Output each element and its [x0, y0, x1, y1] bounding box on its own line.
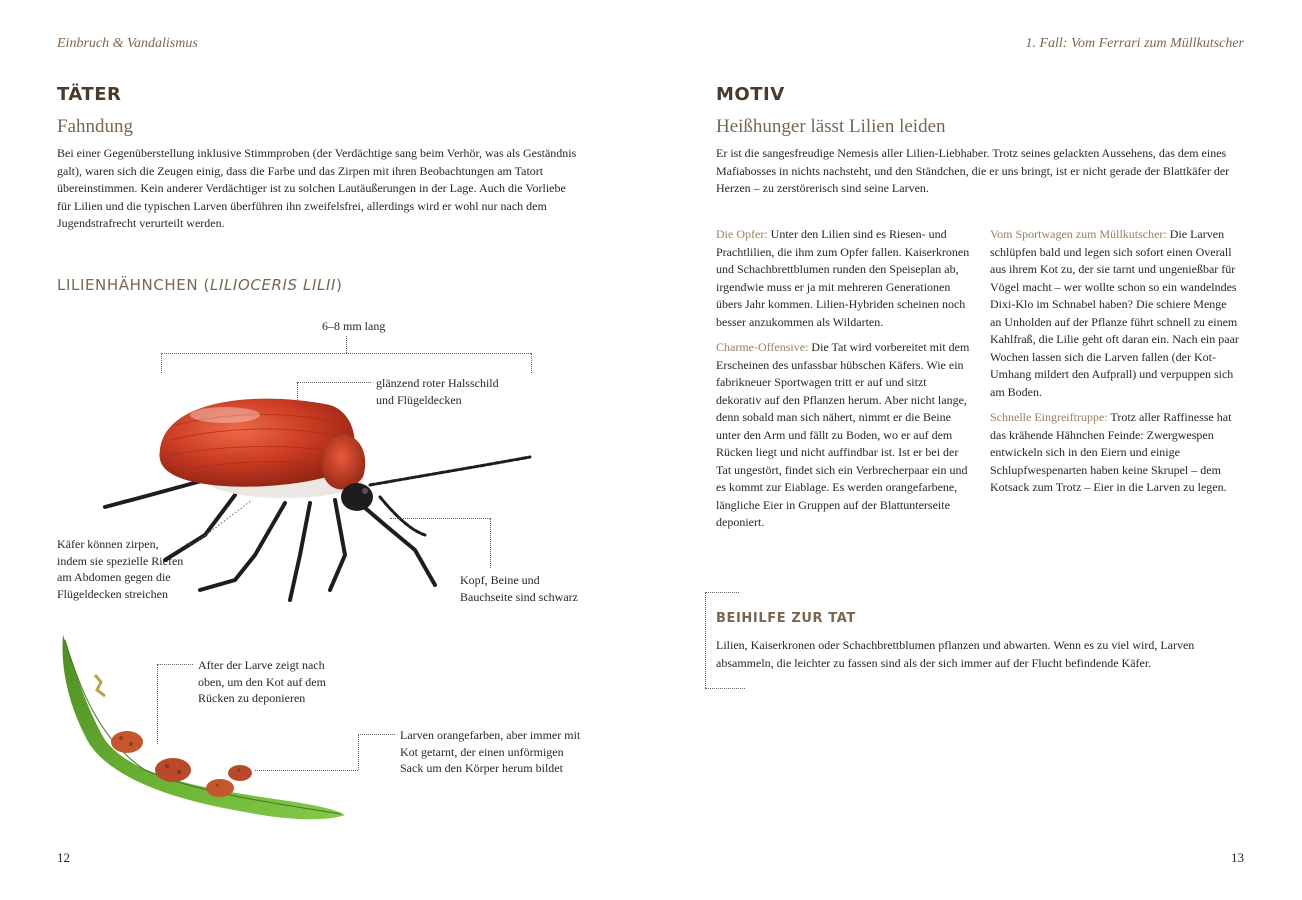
size-bracket-right — [531, 353, 532, 373]
paragraph-sportwagen — [990, 226, 1240, 401]
leader-kopf-v — [490, 518, 491, 568]
species-latin-name: LILIOCERIS LILII — [209, 276, 337, 294]
leader-larven-top — [358, 734, 395, 735]
beihilfe-bracket-side — [705, 592, 706, 688]
text-charme: Die Tat wird vorbereitet mit dem Erscheinen des unfassbar hübschen Käfers. Wie ein fabrikneuer Sportwagen tritt er auf und sitzt dekorativ auf den Pflanzen herum. Aber nicht lange, denn sobald man sich nähert, nimmt er die Beine unter den Arm und fällt zu Boden, wo er auf dem Rücken liegt und nicht auffindbar ist. Ist er bei der Tat ungestört, findet sich ein Verbrecherpaar ein und es kommt zur Eiablage. Es werden orangefarbene, längliche Eier in Gruppen auf der Blattunterseite deponiert. — [716, 340, 970, 529]
species-title-text: LILIENHÄHNCHEN ( — [57, 276, 210, 294]
leader-kopf-h — [390, 518, 490, 519]
species-title — [57, 276, 342, 294]
leader-after-h — [157, 664, 193, 665]
keyword-sportwagen: Vom Sportwagen zum Müllkutscher: — [990, 227, 1167, 241]
running-head-right: 1. Fall: Vom Ferrari zum Müllkutscher — [1025, 36, 1244, 51]
keyword-opfer: Die Opfer: — [716, 227, 768, 241]
paragraph-charme — [716, 339, 971, 532]
species-title-close: ) — [336, 276, 343, 294]
text-eingreiftruppe: Trotz aller Raffinesse hat das krähende Hähnchen Feinde: Zwergwespen entwickeln sich in den Eiern und einige Schlupfwespenarten haben keine Skrupel – dem Kotsack zum Trotz – Eier in die Larven zu legen. — [990, 410, 1232, 494]
label-after: After der Larve zeigt nach oben, um den Kot auf dem Rücken zu deponieren — [198, 658, 326, 705]
size-label: 6–8 mm lang — [322, 319, 386, 333]
beihilfe-text: Lilien, Kaiserkronen oder Schachbrettblumen pflanzen und abwarten. Wenn es zu viel wird, Larven absammeln, die leichter zu fassen sind als der sich immer auf der Flucht befindende Käfer. — [716, 638, 1195, 670]
subheading-fahndung: Fahndung — [57, 116, 133, 137]
keyword-eingreiftruppe: Schnelle Eingreiftruppe: — [990, 410, 1108, 424]
heading-motiv: MOTIV — [716, 84, 785, 105]
leader-larven-bottom — [255, 770, 358, 771]
label-halsschild: glänzend roter Halsschild und Flügeldecken — [376, 376, 499, 407]
leader-larven-v — [358, 734, 359, 770]
size-bracket-stem — [346, 336, 347, 353]
label-zirpen: Käfer können zirpen, indem sie spezielle Riefen am Abdomen gegen die Flügeldecken streichen — [57, 537, 184, 601]
running-head-left: Einbruch & Vandalismus — [57, 36, 198, 51]
leader-halsschild-h — [297, 382, 371, 383]
beihilfe-bracket-bottom — [705, 688, 745, 689]
page-number-left: 12 — [57, 850, 70, 865]
text-column-2 — [990, 226, 1240, 505]
leader-after-v — [157, 664, 158, 744]
label-larven: Larven orangefarben, aber immer mit Kot getarnt, der einen unförmigen Sack um den Körper herum bildet — [400, 728, 581, 775]
size-bracket-left — [161, 353, 162, 373]
beihilfe-title: BEIHILFE ZUR TAT — [716, 611, 856, 626]
leader-zirpen — [186, 498, 256, 548]
heading-taeter: TÄTER — [57, 84, 122, 105]
label-kopf: Kopf, Beine und Bauchseite sind schwarz — [460, 573, 578, 604]
page-number-right: 13 — [1231, 850, 1244, 865]
text-column-1 — [716, 226, 971, 540]
text-opfer: Unter den Lilien sind es Riesen- und Prachtlilien, die ihm zum Opfer fallen. Kaiserkronen und Schachbrettblumen runden den Speiseplan ab, irgendwie muss er ja mit mehreren Generationen übers Jahr kommen. Lilien-Hybriden scheinen noch besser anzukommen als Wildarten. — [716, 227, 970, 329]
subheading-heisshunger: Heißhunger lässt Lilien leiden — [716, 116, 946, 137]
intro-paragraph-right: Er ist die sangesfreudige Nemesis aller Lilien-Liebhaber. Trotz seines gelackten Aussehens, das dem eines Mafiabosses in nichts nachsteht, und den Ständchen, die er uns bringt, ist er nicht gerade der Blattkäfer der Herzen – zu zerstörerisch sind seine Larven. — [716, 146, 1230, 195]
keyword-charme: Charme-Offensive: — [716, 340, 809, 354]
paragraph-opfer — [716, 226, 971, 331]
intro-paragraph-left: Bei einer Gegenüberstellung inklusive Stimmproben (der Verdächtige sang beim Verhör, was als Geständnis galt), waren sich die Zeugen einig, dass die Farbe und das Zirpen mit ihren Beobachtungen am Tatort übereinstimmen. Kein anderer Verdächtiger ist zu solchen Lautäußerungen in der Lage. Auch die Vorliebe für Lilien und die typischen Larven überführen ihn zweifelsfrei, allerdings wird er wohl nur nach dem Jugendstrafrecht verurteilt werden. — [57, 146, 577, 230]
leader-halsschild-v — [297, 382, 298, 408]
size-bracket-bar — [161, 353, 531, 354]
paragraph-eingreiftruppe — [990, 409, 1240, 497]
beihilfe-bracket-top — [705, 592, 739, 593]
text-sportwagen: Die Larven schlüpfen bald und legen sich sofort einen Overall aus ihrem Kot zu, der sie tarnt und ungenießbar für Vögel macht – wer wollte schon so ein wandelndes Dixi-Klo im Schnabel haben? Die schiere Menge an Unholden auf der Pflanze führt schnell zu einem Kahlfraß, die Lilie geht oft daran ein. Nach ein paar Wochen lassen sich die Larven fallen (der Kot-Umhang mildert den Aufprall) und verpuppen sich am Boden. — [990, 227, 1239, 399]
